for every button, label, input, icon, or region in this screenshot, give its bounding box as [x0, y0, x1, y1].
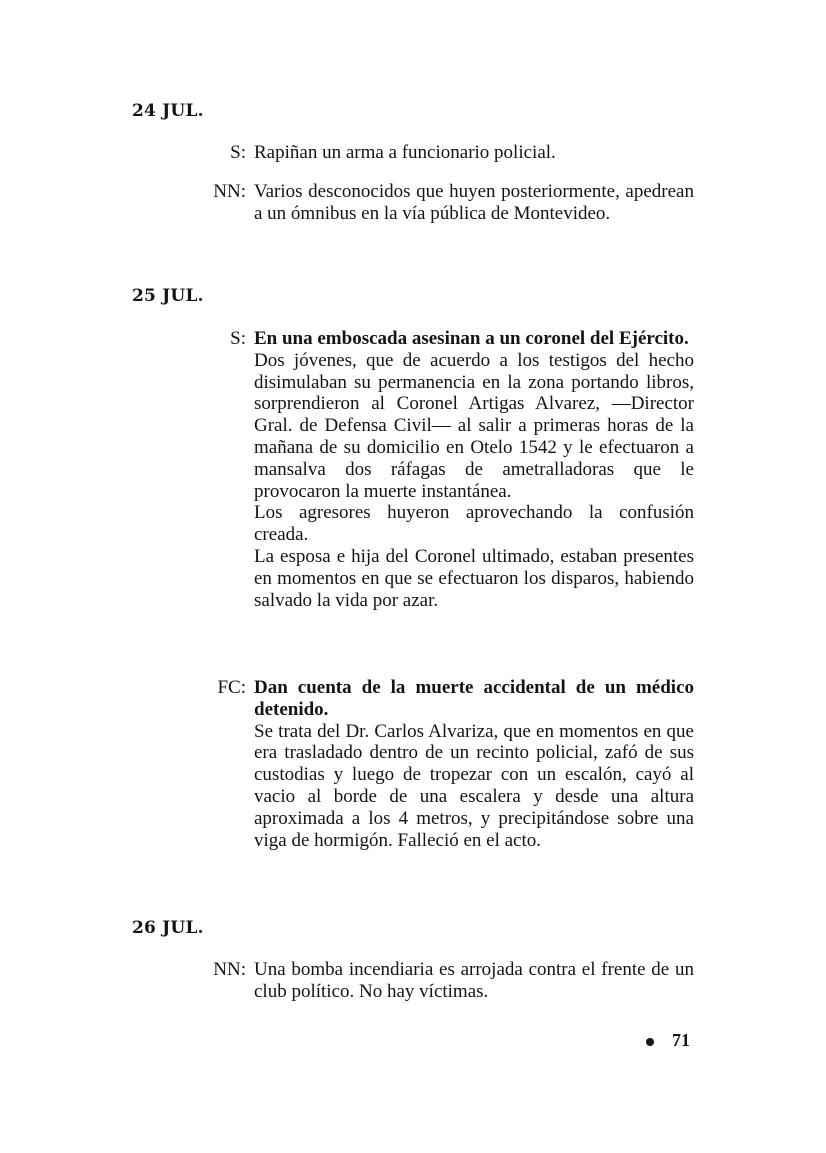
entry-paragraph: Rapiñan un arma a funcionario policial.	[254, 142, 556, 163]
entry-paragraph: Varios desconocidos que huyen posteriormente, apedrean a un ómnibus en la vía pública de Montevideo.	[254, 181, 694, 224]
entry-paragraph: Se trata del Dr. Carlos Alvariza, que en momentos en que era trasladado dentro de un recinto policial, zafó de sus custodias y luego de tropezar con un escalón, cayó al vacio al borde de una escalera y desde una altura aproximada a los 4 metros, y precipitándose sobre una viga de hormigón. Falleció en el acto.	[254, 720, 694, 851]
entry-text	[254, 142, 694, 164]
entry-code: S:	[230, 142, 246, 163]
entry-paragraph: Una bomba incendiaria es arrojada contra el frente de un club político. No hay víctimas.	[254, 959, 694, 1002]
entry-24-jul-s	[196, 142, 696, 164]
entry-text	[254, 959, 694, 1003]
bullet-icon	[646, 1038, 654, 1046]
date-heading-26-jul: 26 JUL.	[132, 918, 204, 938]
entry-25-jul-s	[196, 328, 696, 611]
entry-code: NN:	[213, 959, 246, 980]
entry-paragraph: La esposa e hija del Coronel ultimado, estaban presentes en momentos en que se efectuaron los disparos, habiendo salvado la vida por azar.	[254, 545, 694, 611]
entry-headline: En una emboscada asesinan a un coronel del Ejército.	[254, 328, 689, 349]
page-number-value: 71	[672, 1030, 690, 1050]
entry-headline: Dan cuenta de la muerte accidental de un médico detenido.	[254, 677, 694, 720]
entry-24-jul-nn	[196, 181, 696, 225]
entry-text	[254, 328, 694, 611]
date-heading-24-jul: 24 JUL.	[132, 101, 204, 121]
entry-25-jul-fc	[196, 677, 696, 851]
entry-text	[254, 677, 694, 851]
entry-code: NN:	[213, 181, 246, 202]
entry-code: FC:	[217, 677, 246, 698]
page-number	[646, 1030, 690, 1051]
entry-paragraph: Los agresores huyeron aprovechando la confusión creada.	[254, 502, 694, 546]
entry-text	[254, 181, 694, 225]
entry-26-jul-nn	[196, 959, 696, 1003]
entry-paragraph: Dos jóvenes, que de acuerdo a los testigos del hecho disimulaban su permanencia en la zona portando libros, sorprendieron al Coronel Artigas Alvarez, —Director Gral. de Defensa Civil— al salir a primeras horas de la mañana de su domicilio en Otelo 1542 y le efectuaron a mansalva dos ráfagas de ametralladoras que le provocaron la muerte instantánea.	[254, 349, 694, 502]
date-heading-25-jul: 25 JUL.	[132, 286, 204, 306]
entry-code: S:	[230, 328, 246, 349]
